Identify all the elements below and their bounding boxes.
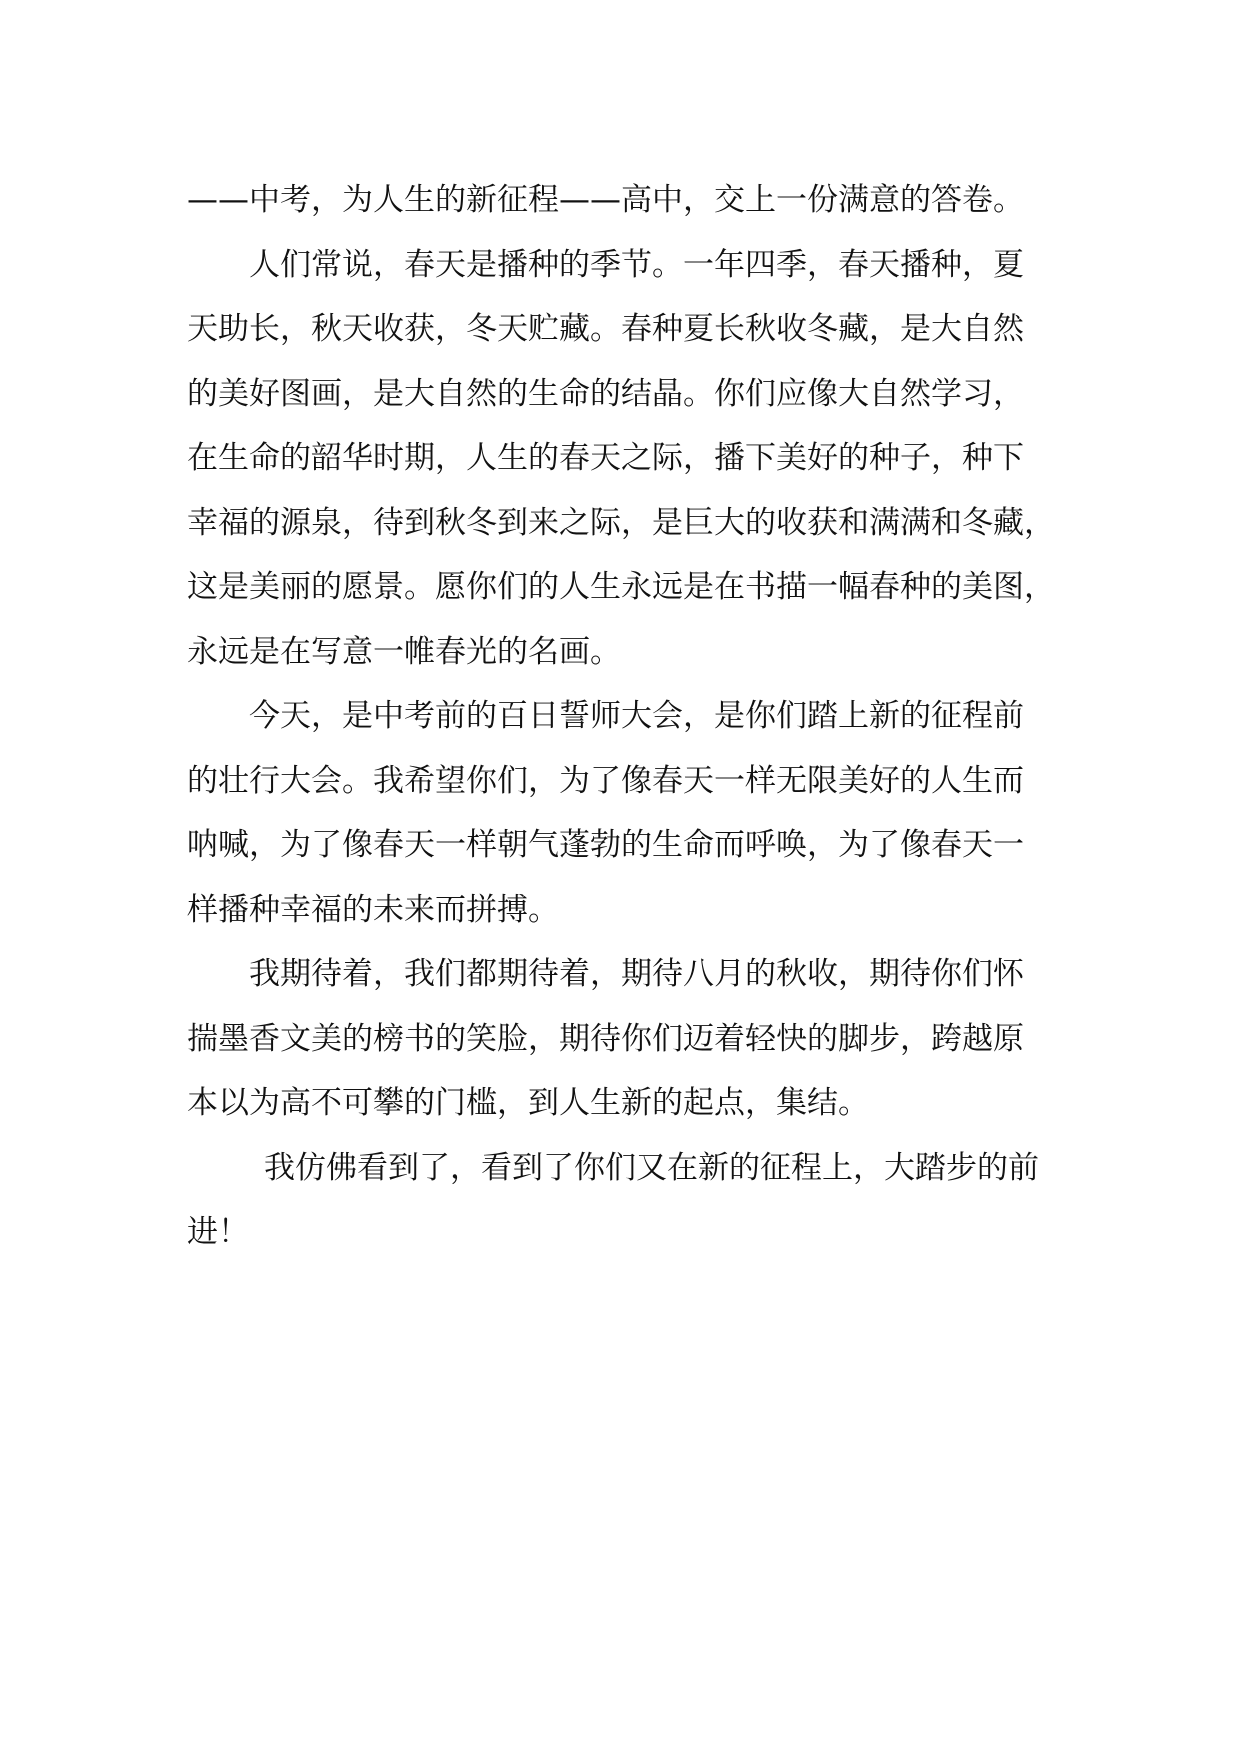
body-text: [187, 168, 1087, 1265]
text-line: 揣墨香文美的榜书的笑脸，期待你们迈着轻快的脚步，跨越原: [187, 1020, 1024, 1057]
text-line: 天助长，秋天收获，冬天贮藏。春种夏长秋收冬藏，是大自然: [187, 311, 1024, 347]
text-line: 进！: [187, 1214, 249, 1250]
text-line: 呐喊，为了像春天一样朝气蓬勃的生命而呼唤，为了像春天一: [187, 827, 1024, 863]
text-line: 永远是在写意一帷春光的名画。: [187, 633, 621, 670]
paragraph-start-line: 我期待着，我们都期待着，期待八月的秋收，期待你们怀: [249, 956, 1024, 992]
text-line: 本以为高不可攀的门槛，到人生新的起点，集结。: [187, 1085, 869, 1121]
text-line: 在生命的韶华时期，人生的春天之际，播下美好的种子，种下: [187, 440, 1024, 476]
text-line: 样播种幸福的未来而拼搏。: [187, 891, 559, 928]
text-line: ——中考，为人生的新征程——高中，交上一份满意的答卷。: [187, 182, 1024, 218]
paragraph-start-line: 我仿佛看到了，看到了你们又在新的征程上，大踏步的前: [264, 1149, 1039, 1186]
text-line: 的壮行大会。我希望你们，为了像春天一样无限美好的人生而: [187, 762, 1024, 799]
paragraph-start-line: 今天，是中考前的百日誓师大会，是你们踏上新的征程前: [249, 698, 1024, 734]
paragraph-start-line: 人们常说，春天是播种的季节。一年四季，春天播种，夏: [249, 246, 1024, 283]
text-line: 这是美丽的愿景。愿你们的人生永远是在书描一幅春种的美图，: [187, 569, 1055, 605]
text-line: 幸福的源泉，待到秋冬到来之际，是巨大的收获和满满和冬藏，: [187, 504, 1055, 541]
text-line: 的美好图画，是大自然的生命的结晶。你们应像大自然学习，: [187, 375, 1024, 412]
